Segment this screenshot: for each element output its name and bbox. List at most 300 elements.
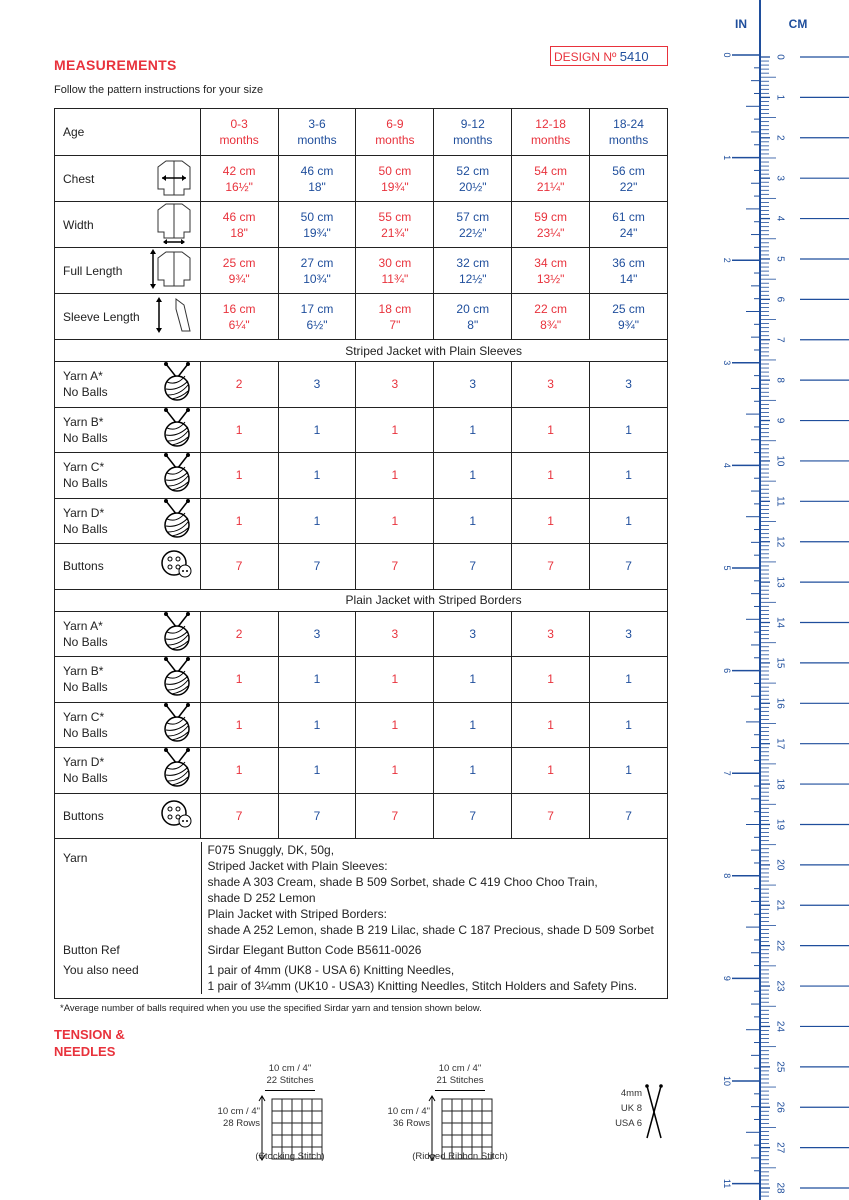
quantity-cell: 2 bbox=[200, 611, 278, 657]
cm-label: 6 bbox=[774, 296, 786, 303]
section-title-row bbox=[55, 589, 668, 611]
value-in: 18" bbox=[308, 179, 326, 194]
value-in: 19¾" bbox=[381, 179, 409, 194]
swatch-height bbox=[205, 1106, 260, 1130]
quantity-cell: 1 bbox=[356, 657, 434, 703]
needle-size-label: USA 6 bbox=[615, 1118, 642, 1129]
row-label bbox=[55, 544, 201, 590]
swatch-stitches: 21 Stitches bbox=[436, 1075, 484, 1086]
info-value bbox=[201, 958, 667, 994]
value-cm: 25 cm bbox=[612, 301, 645, 316]
size-header bbox=[590, 109, 668, 156]
quantity-row bbox=[55, 748, 668, 794]
row-label-text: Buttons bbox=[63, 808, 104, 823]
quantity-cell: 3 bbox=[512, 611, 590, 657]
quantity-cell: 3 bbox=[590, 611, 668, 657]
info-value bbox=[201, 938, 667, 958]
quantity-cell: 1 bbox=[590, 748, 668, 794]
value-cm: 42 cm bbox=[222, 163, 256, 178]
cm-label: 21 bbox=[774, 899, 786, 911]
cm-label: 27 bbox=[774, 1142, 786, 1154]
row-label bbox=[55, 748, 201, 794]
value-in: 19¾" bbox=[303, 225, 331, 240]
value-cm: 61 cm bbox=[612, 209, 645, 224]
value-in: 6¼" bbox=[228, 317, 250, 332]
quantity-row bbox=[55, 407, 668, 453]
measurement-row bbox=[55, 248, 668, 294]
footnote: *Average number of balls required when you use the specified Sirdar yarn and tension shown below. bbox=[60, 1003, 482, 1014]
needle-size bbox=[600, 1088, 670, 1138]
cm-label: 15 bbox=[774, 657, 786, 669]
measurement-cell bbox=[278, 202, 356, 248]
needle-size-label: 4mm bbox=[620, 1088, 642, 1099]
row-label-text: No Balls bbox=[63, 634, 108, 649]
size-range: 3-6 bbox=[308, 117, 326, 131]
quantity-row bbox=[55, 362, 668, 408]
quantity-cell: 7 bbox=[200, 793, 278, 839]
info-item bbox=[55, 938, 667, 958]
quantity-cell: 1 bbox=[590, 702, 668, 748]
row-label-text: No Balls bbox=[63, 680, 108, 695]
size-unit: months bbox=[530, 133, 571, 147]
value-cm: 50 cm bbox=[378, 163, 412, 178]
value-cm: 46 cm bbox=[222, 209, 256, 224]
size-range: 9-12 bbox=[460, 117, 485, 131]
quantity-cell: 1 bbox=[356, 407, 434, 453]
cm-label: 3 bbox=[774, 175, 786, 181]
measurement-cell bbox=[356, 248, 434, 294]
value-cm: 56 cm bbox=[612, 163, 645, 178]
quantity-cell: 3 bbox=[512, 362, 590, 408]
quantity-cell: 1 bbox=[434, 702, 512, 748]
swatch-rows: 36 Rows bbox=[393, 1118, 430, 1129]
row-label-text: No Balls bbox=[63, 771, 108, 786]
age-label: Age bbox=[55, 109, 201, 156]
size-range: 0-3 bbox=[230, 117, 248, 131]
size-range: 6-9 bbox=[386, 117, 404, 131]
quantity-cell: 7 bbox=[590, 793, 668, 839]
swatch-stitches: 22 Stitches bbox=[266, 1075, 314, 1086]
subtitle: Follow the pattern instructions for your size bbox=[54, 84, 264, 96]
inch-label: 10 bbox=[722, 1075, 732, 1087]
value-cm: 59 cm bbox=[534, 209, 567, 224]
row-label-text: Full Length bbox=[63, 263, 123, 278]
value-in: 14" bbox=[619, 271, 638, 286]
measurement-cell bbox=[512, 248, 590, 294]
inch-label: 3 bbox=[722, 360, 732, 366]
quantity-cell: 3 bbox=[278, 611, 356, 657]
row-label-text: Yarn C* bbox=[63, 460, 105, 475]
section-title: Plain Jacket with Striped Borders bbox=[200, 589, 667, 611]
value-in: 12½" bbox=[458, 271, 487, 286]
measurement-cell bbox=[434, 294, 512, 340]
value-cm: 34 cm bbox=[534, 255, 567, 270]
measurement-cell bbox=[434, 202, 512, 248]
inch-label: 0 bbox=[722, 52, 732, 58]
quantity-cell: 1 bbox=[278, 657, 356, 703]
yarn-ball-icon bbox=[160, 657, 194, 701]
value-cm: 50 cm bbox=[300, 209, 334, 224]
value-in: 22½" bbox=[458, 225, 487, 240]
row-label bbox=[55, 498, 201, 544]
swatch-stitch-name: (Ridged Ribbon Stitch) bbox=[412, 1151, 508, 1162]
jacket-chest-icon bbox=[154, 158, 194, 200]
info-item bbox=[55, 958, 667, 994]
value-cm: 30 cm bbox=[378, 255, 412, 270]
quantity-cell: 1 bbox=[200, 702, 278, 748]
value-in: 24" bbox=[619, 225, 638, 240]
row-label-text: No Balls bbox=[63, 430, 108, 445]
design-number-box bbox=[550, 46, 668, 66]
value-cm: 55 cm bbox=[378, 209, 412, 224]
size-range: 18-24 bbox=[613, 117, 644, 131]
quantity-cell: 7 bbox=[200, 544, 278, 590]
cm-label: 28 bbox=[774, 1182, 786, 1194]
row-label bbox=[55, 407, 201, 453]
knitting-needles-icon bbox=[644, 1084, 664, 1145]
measurements-heading: MEASUREMENTS bbox=[54, 57, 177, 73]
cm-header: CM bbox=[788, 17, 808, 31]
row-label-text: Yarn D* bbox=[63, 755, 105, 770]
quantity-cell: 1 bbox=[434, 453, 512, 499]
measurement-cell bbox=[278, 248, 356, 294]
value-in: 23¼" bbox=[536, 225, 565, 240]
value-in: 8" bbox=[467, 317, 479, 332]
measurement-cell bbox=[356, 156, 434, 202]
measurements-table bbox=[54, 108, 668, 999]
size-range: 12-18 bbox=[535, 117, 566, 131]
value-cm: 52 cm bbox=[456, 163, 490, 178]
quantity-cell: 1 bbox=[356, 453, 434, 499]
value-in: 18" bbox=[230, 225, 248, 240]
row-label-text: Yarn B* bbox=[63, 414, 104, 429]
inch-label: 1 bbox=[722, 155, 732, 161]
value-cm: 36 cm bbox=[612, 255, 645, 270]
quantity-cell: 1 bbox=[200, 657, 278, 703]
value-in: 21¼" bbox=[536, 179, 565, 194]
inch-label: 8 bbox=[722, 873, 732, 879]
row-label bbox=[55, 657, 201, 703]
measurement-cell bbox=[590, 156, 668, 202]
cm-label: 20 bbox=[774, 859, 786, 871]
info-line: 1 pair of 4mm (UK8 - USA 6) Knitting Needles, bbox=[207, 963, 455, 977]
size-header-row bbox=[55, 109, 668, 156]
row-label bbox=[55, 362, 201, 408]
quantity-cell: 1 bbox=[200, 407, 278, 453]
quantity-row bbox=[55, 611, 668, 657]
cm-label: 24 bbox=[774, 1020, 786, 1033]
value-cm: 17 cm bbox=[300, 301, 334, 316]
value-in: 20½" bbox=[458, 179, 487, 194]
cm-label: 22 bbox=[774, 940, 786, 952]
row-label bbox=[55, 156, 201, 202]
quantity-cell: 1 bbox=[200, 748, 278, 794]
yarn-ball-icon bbox=[160, 362, 194, 406]
cm-label: 1 bbox=[774, 94, 786, 101]
quantity-row bbox=[55, 453, 668, 499]
value-in: 22" bbox=[619, 179, 638, 194]
row-label-text: Yarn C* bbox=[63, 709, 105, 724]
quantity-cell: 7 bbox=[512, 793, 590, 839]
inch-label: 7 bbox=[722, 770, 732, 776]
quantity-cell: 1 bbox=[278, 748, 356, 794]
cm-label: 4 bbox=[774, 215, 786, 222]
row-label bbox=[55, 202, 201, 248]
cm-label: 25 bbox=[774, 1061, 786, 1073]
size-header bbox=[278, 109, 356, 156]
measurement-cell bbox=[356, 294, 434, 340]
quantity-cell: 1 bbox=[590, 453, 668, 499]
cm-label: 7 bbox=[774, 336, 786, 343]
quantity-cell: 7 bbox=[278, 793, 356, 839]
inch-label: 2 bbox=[722, 257, 732, 263]
info-label: You also need bbox=[63, 963, 139, 977]
quantity-cell: 1 bbox=[356, 498, 434, 544]
quantity-row bbox=[55, 793, 668, 839]
measurement-cell bbox=[356, 202, 434, 248]
row-label bbox=[55, 294, 201, 340]
value-cm: 20 cm bbox=[456, 301, 490, 316]
quantity-cell: 7 bbox=[356, 544, 434, 590]
measurement-cell bbox=[590, 202, 668, 248]
row-label-text: Yarn D* bbox=[63, 505, 105, 520]
horizontal-arrow-icon bbox=[435, 1090, 485, 1091]
quantity-cell: 1 bbox=[512, 453, 590, 499]
measurement-cell bbox=[200, 156, 278, 202]
yarn-ball-icon bbox=[160, 453, 194, 497]
quantity-cell: 7 bbox=[356, 793, 434, 839]
swatch-height bbox=[375, 1106, 430, 1130]
measurement-cell bbox=[590, 294, 668, 340]
value-in: 9¾" bbox=[228, 271, 250, 286]
measurement-cell bbox=[512, 156, 590, 202]
value-in: 10¾" bbox=[303, 271, 331, 286]
quantity-cell: 1 bbox=[434, 498, 512, 544]
quantity-cell: 1 bbox=[434, 657, 512, 703]
value-in: 9¾" bbox=[618, 317, 639, 332]
cm-label: 10 bbox=[774, 455, 786, 467]
quantity-cell: 2 bbox=[200, 362, 278, 408]
swatch-width-label: 10 cm / 4" bbox=[438, 1063, 482, 1074]
measurement-row bbox=[55, 156, 668, 202]
measurement-cell bbox=[590, 248, 668, 294]
measurement-row bbox=[55, 202, 668, 248]
inch-label: 4 bbox=[722, 462, 732, 468]
quantity-cell: 1 bbox=[512, 702, 590, 748]
row-label-text: Width bbox=[63, 217, 94, 232]
quantity-cell: 1 bbox=[434, 748, 512, 794]
needle-size-label: UK 8 bbox=[620, 1103, 642, 1114]
quantity-cell: 1 bbox=[512, 407, 590, 453]
row-label-text: Yarn A* bbox=[63, 618, 103, 633]
yarn-ball-icon bbox=[160, 703, 194, 747]
size-unit: months bbox=[219, 133, 259, 147]
info-line: Striped Jacket with Plain Sleeves: bbox=[207, 859, 388, 873]
inch-header: IN bbox=[735, 17, 747, 31]
tension-swatch bbox=[210, 1063, 350, 1163]
info-line: shade D 252 Lemon bbox=[207, 891, 316, 905]
quantity-row bbox=[55, 657, 668, 703]
cm-label: 2 bbox=[774, 135, 786, 141]
inch-label: 5 bbox=[722, 565, 732, 571]
tension-title-line: TENSION & bbox=[54, 1027, 125, 1042]
row-label-text: No Balls bbox=[63, 385, 108, 400]
quantity-cell: 7 bbox=[434, 544, 512, 590]
value-cm: 22 cm bbox=[534, 301, 567, 316]
measurement-cell bbox=[434, 248, 512, 294]
quantity-cell: 1 bbox=[356, 702, 434, 748]
row-label-text: No Balls bbox=[63, 725, 108, 740]
quantity-cell: 3 bbox=[434, 611, 512, 657]
section-title-spacer bbox=[55, 589, 201, 611]
value-cm: 27 cm bbox=[300, 255, 334, 270]
quantity-row bbox=[55, 498, 668, 544]
quantity-row bbox=[55, 702, 668, 748]
quantity-cell: 1 bbox=[590, 498, 668, 544]
swatch-width bbox=[420, 1063, 500, 1087]
row-label bbox=[55, 248, 201, 294]
value-cm: 18 cm bbox=[378, 301, 412, 316]
cm-label: 13 bbox=[774, 576, 786, 588]
info-line: shade A 252 Lemon, shade B 219 Lilac, shade C 187 Precious, shade D 509 Sorbet bbox=[207, 923, 654, 937]
info-line: F075 Snuggly, DK, 50g, bbox=[207, 843, 335, 857]
size-header bbox=[356, 109, 434, 156]
button-icon bbox=[160, 799, 194, 833]
jacket-length-icon bbox=[150, 248, 194, 294]
yarn-ball-icon bbox=[160, 408, 194, 452]
inch-label: 11 bbox=[722, 1178, 732, 1189]
quantity-cell: 1 bbox=[200, 498, 278, 544]
quantity-cell: 1 bbox=[590, 657, 668, 703]
swatch-height-label: 10 cm / 4" bbox=[217, 1106, 260, 1117]
measurement-cell bbox=[512, 202, 590, 248]
design-label: DESIGN Nº bbox=[554, 50, 617, 64]
jacket-width-icon bbox=[154, 202, 194, 248]
section-title-spacer bbox=[55, 340, 201, 362]
info-row bbox=[55, 839, 668, 999]
cm-label: 9 bbox=[774, 417, 786, 424]
size-header bbox=[200, 109, 278, 156]
quantity-cell: 1 bbox=[278, 407, 356, 453]
value-cm: 32 cm bbox=[456, 255, 490, 270]
tension-title-line: NEEDLES bbox=[54, 1044, 116, 1059]
cm-label: 23 bbox=[774, 980, 786, 992]
cm-label: 17 bbox=[774, 738, 786, 750]
quantity-cell: 3 bbox=[356, 611, 434, 657]
swatch-width-label: 10 cm / 4" bbox=[268, 1063, 312, 1074]
section-title-row bbox=[55, 340, 668, 362]
inch-label: 9 bbox=[722, 975, 732, 981]
info-line: Plain Jacket with Striped Borders: bbox=[207, 907, 387, 921]
sleeve-length-icon bbox=[154, 295, 194, 339]
quantity-cell: 7 bbox=[434, 793, 512, 839]
cm-label: 14 bbox=[774, 616, 786, 629]
ruler bbox=[700, 0, 849, 1200]
cm-label: 5 bbox=[774, 256, 786, 262]
quantity-cell: 1 bbox=[434, 407, 512, 453]
row-label bbox=[55, 793, 201, 839]
swatch-rows: 28 Rows bbox=[223, 1118, 260, 1129]
quantity-cell: 7 bbox=[590, 544, 668, 590]
row-label-text: No Balls bbox=[63, 476, 108, 491]
info-line: Sirdar Elegant Button Code B5611-0026 bbox=[207, 943, 422, 957]
info-box bbox=[55, 839, 668, 999]
measurement-cell bbox=[278, 156, 356, 202]
quantity-cell: 3 bbox=[590, 362, 668, 408]
size-unit: months bbox=[453, 133, 493, 147]
row-label-text: Yarn B* bbox=[63, 664, 104, 679]
quantity-cell: 1 bbox=[200, 453, 278, 499]
cm-label: 26 bbox=[774, 1101, 786, 1113]
value-in: 21¾" bbox=[381, 225, 409, 240]
swatch-width bbox=[250, 1063, 330, 1087]
quantity-cell: 3 bbox=[434, 362, 512, 408]
value-cm: 46 cm bbox=[300, 163, 334, 178]
quantity-cell: 3 bbox=[278, 362, 356, 408]
tension-heading bbox=[54, 1026, 125, 1060]
size-header bbox=[512, 109, 590, 156]
quantity-cell: 1 bbox=[590, 407, 668, 453]
measurement-row bbox=[55, 294, 668, 340]
measurement-cell bbox=[434, 156, 512, 202]
value-in: 7" bbox=[389, 317, 401, 332]
measurement-cell bbox=[278, 294, 356, 340]
swatch-height-label: 10 cm / 4" bbox=[387, 1106, 430, 1117]
cm-label: 11 bbox=[774, 496, 786, 507]
quantity-cell: 1 bbox=[278, 453, 356, 499]
value-cm: 57 cm bbox=[456, 209, 490, 224]
size-unit: months bbox=[608, 133, 649, 147]
row-label-text: Yarn A* bbox=[63, 369, 103, 384]
button-icon bbox=[160, 549, 194, 583]
yarn-ball-icon bbox=[160, 748, 194, 792]
size-unit: months bbox=[375, 133, 415, 147]
horizontal-arrow-icon bbox=[265, 1090, 315, 1091]
quantity-cell: 1 bbox=[278, 702, 356, 748]
info-line: shade A 303 Cream, shade B 509 Sorbet, shade C 419 Choo Choo Train, bbox=[207, 875, 598, 889]
row-label-text: No Balls bbox=[63, 521, 108, 536]
section-title: Striped Jacket with Plain Sleeves bbox=[200, 340, 667, 362]
quantity-row bbox=[55, 544, 668, 590]
quantity-cell: 7 bbox=[278, 544, 356, 590]
info-line: 1 pair of 3¼mm (UK10 - USA3) Knitting Needles, Stitch Holders and Safety Pins. bbox=[207, 979, 638, 993]
row-label-text: Sleeve Length bbox=[63, 309, 140, 324]
cm-label: 0 bbox=[774, 54, 786, 60]
quantity-cell: 3 bbox=[356, 362, 434, 408]
quantity-cell: 1 bbox=[512, 748, 590, 794]
row-label bbox=[55, 702, 201, 748]
row-label bbox=[55, 453, 201, 499]
measurement-cell bbox=[200, 294, 278, 340]
row-label-text: Buttons bbox=[63, 559, 104, 574]
cm-label: 16 bbox=[774, 697, 786, 709]
inch-label: 6 bbox=[722, 668, 732, 674]
quantity-cell: 1 bbox=[512, 498, 590, 544]
cm-label: 12 bbox=[774, 536, 786, 548]
value-in: 6½" bbox=[306, 317, 328, 332]
cm-label: 8 bbox=[774, 377, 786, 383]
measurement-cell bbox=[512, 294, 590, 340]
cm-label: 19 bbox=[774, 818, 786, 831]
tension-swatch bbox=[380, 1063, 520, 1163]
info-item bbox=[55, 842, 667, 938]
value-in: 8¾" bbox=[540, 317, 562, 332]
swatch-stitch-name: (Stocking Stitch) bbox=[255, 1151, 325, 1162]
info-label: Yarn bbox=[63, 851, 88, 865]
value-in: 11¾" bbox=[381, 271, 409, 286]
value-cm: 54 cm bbox=[534, 163, 567, 178]
info-value bbox=[201, 842, 667, 938]
